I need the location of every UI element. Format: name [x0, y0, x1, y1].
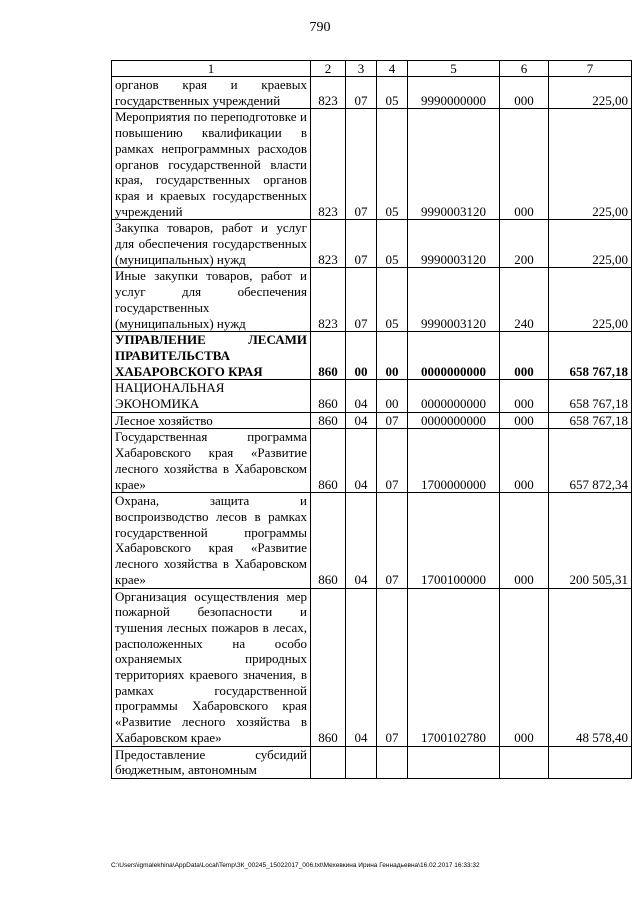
target-item-cell: 1700000000: [408, 429, 500, 493]
table-row: [112, 332, 632, 380]
table-header-row: [112, 61, 632, 77]
amount-cell: 657 872,34: [549, 429, 632, 493]
table-row: [112, 588, 632, 746]
table-row: [112, 380, 632, 412]
admin-code-cell: 823: [311, 77, 346, 109]
table-row: [112, 429, 632, 493]
column-header-6: 6: [500, 61, 549, 77]
target-item-cell: 0000000000: [408, 332, 500, 380]
section-code-cell: 04: [346, 493, 377, 588]
admin-code-cell: 860: [311, 493, 346, 588]
expense-type-cell: 000: [500, 493, 549, 588]
subsection-code-cell: 00: [377, 332, 408, 380]
table-row: [112, 412, 632, 429]
expense-type-cell: 000: [500, 332, 549, 380]
row-name-cell: Организация осуществления мер пожарной безопасности и тушения лесных пожаров в лесах, расположенных на особо охраняемых природных территориях краевого значения, в рамках государственной программы Хабаровского края «Развитие лесного хозяйства в Хабаровском крае»: [112, 588, 311, 746]
column-header-7: 7: [549, 61, 632, 77]
expense-type-cell: 000: [500, 412, 549, 429]
target-item-cell: [408, 746, 500, 778]
target-item-cell: 1700102780: [408, 588, 500, 746]
subsection-code-cell: 05: [377, 268, 408, 332]
admin-code-cell: 823: [311, 268, 346, 332]
row-name-cell: Лесное хозяйство: [112, 412, 311, 429]
expense-type-cell: 000: [500, 77, 549, 109]
table-row: [112, 109, 632, 220]
amount-cell: 225,00: [549, 77, 632, 109]
section-code-cell: 07: [346, 220, 377, 268]
expense-type-cell: 000: [500, 588, 549, 746]
amount-cell: 200 505,31: [549, 493, 632, 588]
row-name-cell: Мероприятия по переподготовке и повышению квалификации в рамках непрограммных расходов органов государственной власти края, государственных органов края и краевых государственных учреждений: [112, 109, 311, 220]
budget-table: [111, 60, 632, 779]
table-row: [112, 77, 632, 109]
row-name-cell: Закупка товаров, работ и услуг для обеспечения государственных (муниципальных) нужд: [112, 220, 311, 268]
target-item-cell: 0000000000: [408, 412, 500, 429]
target-item-cell: 9990003120: [408, 220, 500, 268]
row-name-cell: органов края и краевых государственных учреждений: [112, 77, 311, 109]
expense-type-cell: 000: [500, 109, 549, 220]
target-item-cell: 9990003120: [408, 268, 500, 332]
column-header-4: 4: [377, 61, 408, 77]
amount-cell: 48 578,40: [549, 588, 632, 746]
admin-code-cell: 860: [311, 412, 346, 429]
section-code-cell: 07: [346, 109, 377, 220]
target-item-cell: 9990000000: [408, 77, 500, 109]
admin-code-cell: 860: [311, 332, 346, 380]
admin-code-cell: 823: [311, 109, 346, 220]
subsection-code-cell: 07: [377, 588, 408, 746]
amount-cell: 225,00: [549, 268, 632, 332]
amount-cell: [549, 746, 632, 778]
row-name-cell: УПРАВЛЕНИЕ ЛЕСАМИ ПРАВИТЕЛЬСТВА ХАБАРОВСКОГО КРАЯ: [112, 332, 311, 380]
section-code-cell: 04: [346, 588, 377, 746]
admin-code-cell: 860: [311, 588, 346, 746]
row-name-cell: Охрана, защита и воспроизводство лесов в рамках государственной программы Хабаровского края «Развитие лесного хозяйства в Хабаровском крае»: [112, 493, 311, 588]
row-name-cell: Государственная программа Хабаровского края «Развитие лесного хозяйства в Хабаровском крае»: [112, 429, 311, 493]
table-row: [112, 220, 632, 268]
subsection-code-cell: [377, 746, 408, 778]
expense-type-cell: [500, 746, 549, 778]
target-item-cell: 1700100000: [408, 493, 500, 588]
column-header-2: 2: [311, 61, 346, 77]
target-item-cell: 0000000000: [408, 380, 500, 412]
subsection-code-cell: 05: [377, 109, 408, 220]
subsection-code-cell: 07: [377, 493, 408, 588]
section-code-cell: [346, 746, 377, 778]
subsection-code-cell: 05: [377, 220, 408, 268]
expense-type-cell: 000: [500, 380, 549, 412]
column-header-1: 1: [112, 61, 311, 77]
row-name-cell: НАЦИОНАЛЬНАЯ ЭКОНОМИКА: [112, 380, 311, 412]
amount-cell: 225,00: [549, 109, 632, 220]
section-code-cell: 00: [346, 332, 377, 380]
expense-type-cell: 000: [500, 429, 549, 493]
row-name-cell: Предоставление субсидий бюджетным, автономным: [112, 746, 311, 778]
file-path-footer: C:\Users\igmalekhina\AppData\Local\Temp\ЗК_00245_15022017_006.txt\Мехевкина Ирина Геннадьевна\16.02.2017 16:33:32: [111, 862, 480, 869]
admin-code-cell: 823: [311, 220, 346, 268]
column-header-3: 3: [346, 61, 377, 77]
column-header-5: 5: [408, 61, 500, 77]
admin-code-cell: [311, 746, 346, 778]
amount-cell: 658 767,18: [549, 380, 632, 412]
section-code-cell: 04: [346, 380, 377, 412]
subsection-code-cell: 05: [377, 77, 408, 109]
page-number: 790: [309, 20, 331, 35]
expense-type-cell: 200: [500, 220, 549, 268]
table-row: [112, 746, 632, 778]
table-row: [112, 268, 632, 332]
section-code-cell: 07: [346, 77, 377, 109]
subsection-code-cell: 00: [377, 380, 408, 412]
subsection-code-cell: 07: [377, 412, 408, 429]
admin-code-cell: 860: [311, 380, 346, 412]
admin-code-cell: 860: [311, 429, 346, 493]
subsection-code-cell: 07: [377, 429, 408, 493]
section-code-cell: 04: [346, 429, 377, 493]
section-code-cell: 07: [346, 268, 377, 332]
amount-cell: 225,00: [549, 220, 632, 268]
expense-type-cell: 240: [500, 268, 549, 332]
amount-cell: 658 767,18: [549, 412, 632, 429]
table-row: [112, 493, 632, 588]
target-item-cell: 9990003120: [408, 109, 500, 220]
amount-cell: 658 767,18: [549, 332, 632, 380]
row-name-cell: Иные закупки товаров, работ и услуг для обеспечения государственных (муниципальных) нужд: [112, 268, 311, 332]
section-code-cell: 04: [346, 412, 377, 429]
